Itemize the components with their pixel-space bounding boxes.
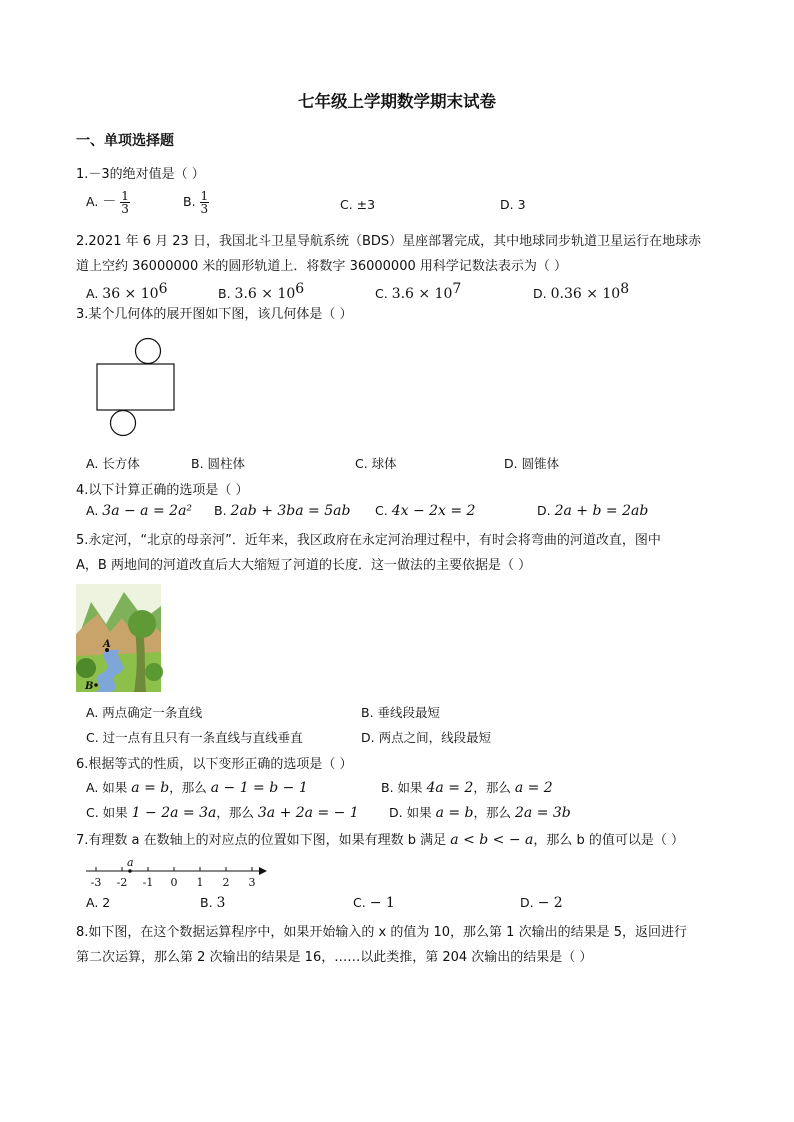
option-prefix: C. 如果	[86, 805, 128, 820]
expression: 3.6 × 10	[234, 286, 296, 303]
denominator: 3	[121, 202, 129, 216]
denominator: 3	[200, 202, 209, 216]
question-8-stem-line1: 8.如下图，在这个数据运算程序中，如果开始输入的 x 的值为 10，那么第 1 次输出的结果是 5，返回进行	[76, 925, 687, 940]
fraction	[200, 190, 210, 215]
option-label: D.	[533, 286, 547, 302]
q6-option-c[interactable]	[86, 803, 359, 821]
option-prefix: D. 如果	[389, 805, 432, 820]
question-7-stem	[76, 829, 684, 848]
q3-option-b[interactable]: B. 圆柱体	[191, 456, 246, 471]
axis-tick-label: -3	[90, 876, 102, 889]
option-label: A.	[86, 286, 99, 302]
question-4-stem: 4.以下计算正确的选项是（ ）	[76, 483, 249, 498]
bottom-circle	[111, 411, 136, 436]
question-1-stem: 1.－3的绝对值是（ ）	[76, 167, 205, 182]
axis-tick-label: -2	[116, 876, 128, 889]
option-label: B.	[218, 286, 231, 302]
rectangle	[97, 364, 174, 410]
exponent: 7	[452, 281, 462, 297]
axis-tick-label: 2	[222, 876, 230, 889]
result: 3a + 2a = − 1	[257, 805, 359, 821]
option-label: B.	[214, 503, 227, 518]
q2-option-d[interactable]	[533, 281, 629, 302]
exponent: 6	[295, 281, 305, 297]
expression: 3a − a = 2a²	[102, 503, 193, 519]
value: − 2	[537, 895, 563, 911]
question-3-stem: 3.某个几何体的展开图如下图，该几何体是（ ）	[76, 307, 353, 322]
top-circle	[136, 339, 161, 364]
connector: ，那么	[473, 780, 511, 795]
value: 3	[216, 895, 226, 911]
exponent: 6	[158, 281, 168, 297]
q1-option-d[interactable]: D. 3	[500, 197, 526, 212]
minus-sign: －	[102, 194, 117, 210]
question-6-stem: 6.根据等式的性质，以下变形正确的选项是（ ）	[76, 757, 353, 772]
fraction	[120, 190, 130, 215]
expression: 4x − 2x = 2	[391, 503, 476, 519]
option-prefix: B. 如果	[381, 780, 423, 795]
q4-option-c[interactable]	[375, 503, 475, 519]
q3-option-a[interactable]: A. 长方体	[86, 456, 140, 471]
result: 2a = 3b	[515, 805, 571, 821]
option-prefix: A. 如果	[86, 780, 128, 795]
option-label: C.	[375, 503, 388, 518]
point-a	[128, 869, 132, 873]
numerator: 1	[121, 189, 129, 203]
q4-option-b[interactable]	[214, 503, 350, 519]
axis-tick-label: 0	[170, 876, 178, 889]
q1-option-a[interactable]	[86, 190, 130, 215]
connector: ，那么	[169, 780, 207, 795]
condition: 1 − 2a = 3a	[131, 805, 217, 821]
condition: a = b	[435, 805, 474, 821]
expression: 36 × 10	[102, 286, 159, 303]
condition: 4a = 2	[426, 780, 474, 796]
q3-option-d[interactable]: D. 圆锥体	[504, 456, 560, 471]
option-label: D.	[520, 895, 534, 910]
connector: ，那么	[473, 805, 512, 820]
q7-option-a[interactable]	[86, 895, 110, 910]
point-a-label: A	[103, 639, 111, 650]
point-b-label: B	[85, 681, 94, 692]
point-a-label: a	[127, 856, 134, 869]
value: 2	[102, 895, 111, 910]
question-2-stem-line1: 2.2021 年 6 月 23 日，我国北斗卫星导航系统（BDS）星座部署完成，其中地球同步轨道卫星运行在地球赤	[76, 234, 702, 249]
option-label: D.	[537, 503, 551, 518]
q4-option-d[interactable]	[537, 503, 648, 519]
q5-option-d[interactable]: D. 两点之间，线段最短	[361, 730, 492, 745]
q2-option-b[interactable]	[218, 281, 304, 302]
value: − 1	[369, 895, 395, 911]
q7-option-b[interactable]	[200, 895, 225, 911]
q3-option-c[interactable]: C. 球体	[355, 456, 397, 471]
question-5-stem-line2: A，B 两地间的河道改直后大大缩短了河道的长度．这一做法的主要依据是（ ）	[76, 558, 532, 573]
number-line-figure	[84, 855, 269, 893]
exponent: 8	[620, 281, 630, 297]
stem-text: 7.有理数 a 在数轴上的对应点的位置如下图，如果有理数 b 满足	[76, 833, 447, 848]
axis-arrow-icon	[259, 867, 267, 875]
option-label: A.	[86, 503, 99, 518]
condition: a = b	[131, 780, 170, 796]
q5-option-a[interactable]: A. 两点确定一条直线	[86, 705, 203, 720]
option-label: A.	[86, 194, 99, 209]
option-label: C.	[375, 286, 388, 302]
q5-option-c[interactable]: C. 过一点有且只有一条直线与直线垂直	[86, 730, 303, 745]
river-landscape-figure	[76, 584, 161, 692]
question-2-stem-line2: 道上空约 36000000 米的圆形轨道上．将数字 36000000 用科学记数法表示为（ ）	[76, 259, 567, 274]
q6-option-a[interactable]	[86, 778, 308, 796]
q1-option-c[interactable]: C. ±3	[340, 197, 376, 212]
q5-option-b[interactable]: B. 垂线段最短	[361, 705, 441, 720]
axis-tick-label: 1	[196, 876, 204, 889]
numerator: 1	[200, 189, 209, 203]
section-heading: 一、单项选择题	[76, 133, 174, 149]
inequality: a < b < − a	[450, 832, 534, 848]
cylinder-net-figure	[90, 335, 190, 440]
result: a − 1 = b − 1	[210, 780, 308, 796]
q1-option-b[interactable]	[183, 190, 209, 215]
expression: 0.36 × 10	[550, 286, 621, 303]
question-5-stem-line1: 5.永定河，“北京的母亲河”．近年来，我区政府在永定河治理过程中，有时会将弯曲的河道改直，图中	[76, 533, 661, 548]
q6-option-d[interactable]	[389, 803, 571, 821]
expression: 2ab + 3ba = 5ab	[230, 503, 351, 519]
q7-option-d[interactable]	[520, 895, 563, 911]
result: a = 2	[514, 780, 553, 796]
axis-tick-label: -1	[142, 876, 154, 889]
axis-tick-label: 3	[248, 876, 256, 889]
page-title: 七年级上学期数学期末试卷	[298, 92, 496, 111]
question-8-stem-line2: 第二次运算，那么第 2 次输出的结果是 16，……以此类推，第 204 次输出的结果是（ ）	[76, 950, 593, 965]
q4-option-a[interactable]	[86, 503, 192, 519]
option-label: B.	[200, 895, 213, 910]
expression: 3.6 × 10	[391, 286, 453, 303]
stem-text-end: ，那么 b 的值可以是（ ）	[533, 833, 685, 848]
q7-option-c[interactable]	[353, 895, 395, 911]
expression: 2a + b = 2ab	[554, 503, 649, 519]
q6-option-b[interactable]	[381, 778, 553, 796]
option-label: B.	[183, 194, 196, 209]
q2-option-a[interactable]	[86, 281, 167, 302]
connector: ，那么	[216, 805, 254, 820]
option-label: C.	[353, 895, 366, 910]
option-label: A.	[86, 895, 99, 910]
q2-option-c[interactable]	[375, 281, 461, 302]
